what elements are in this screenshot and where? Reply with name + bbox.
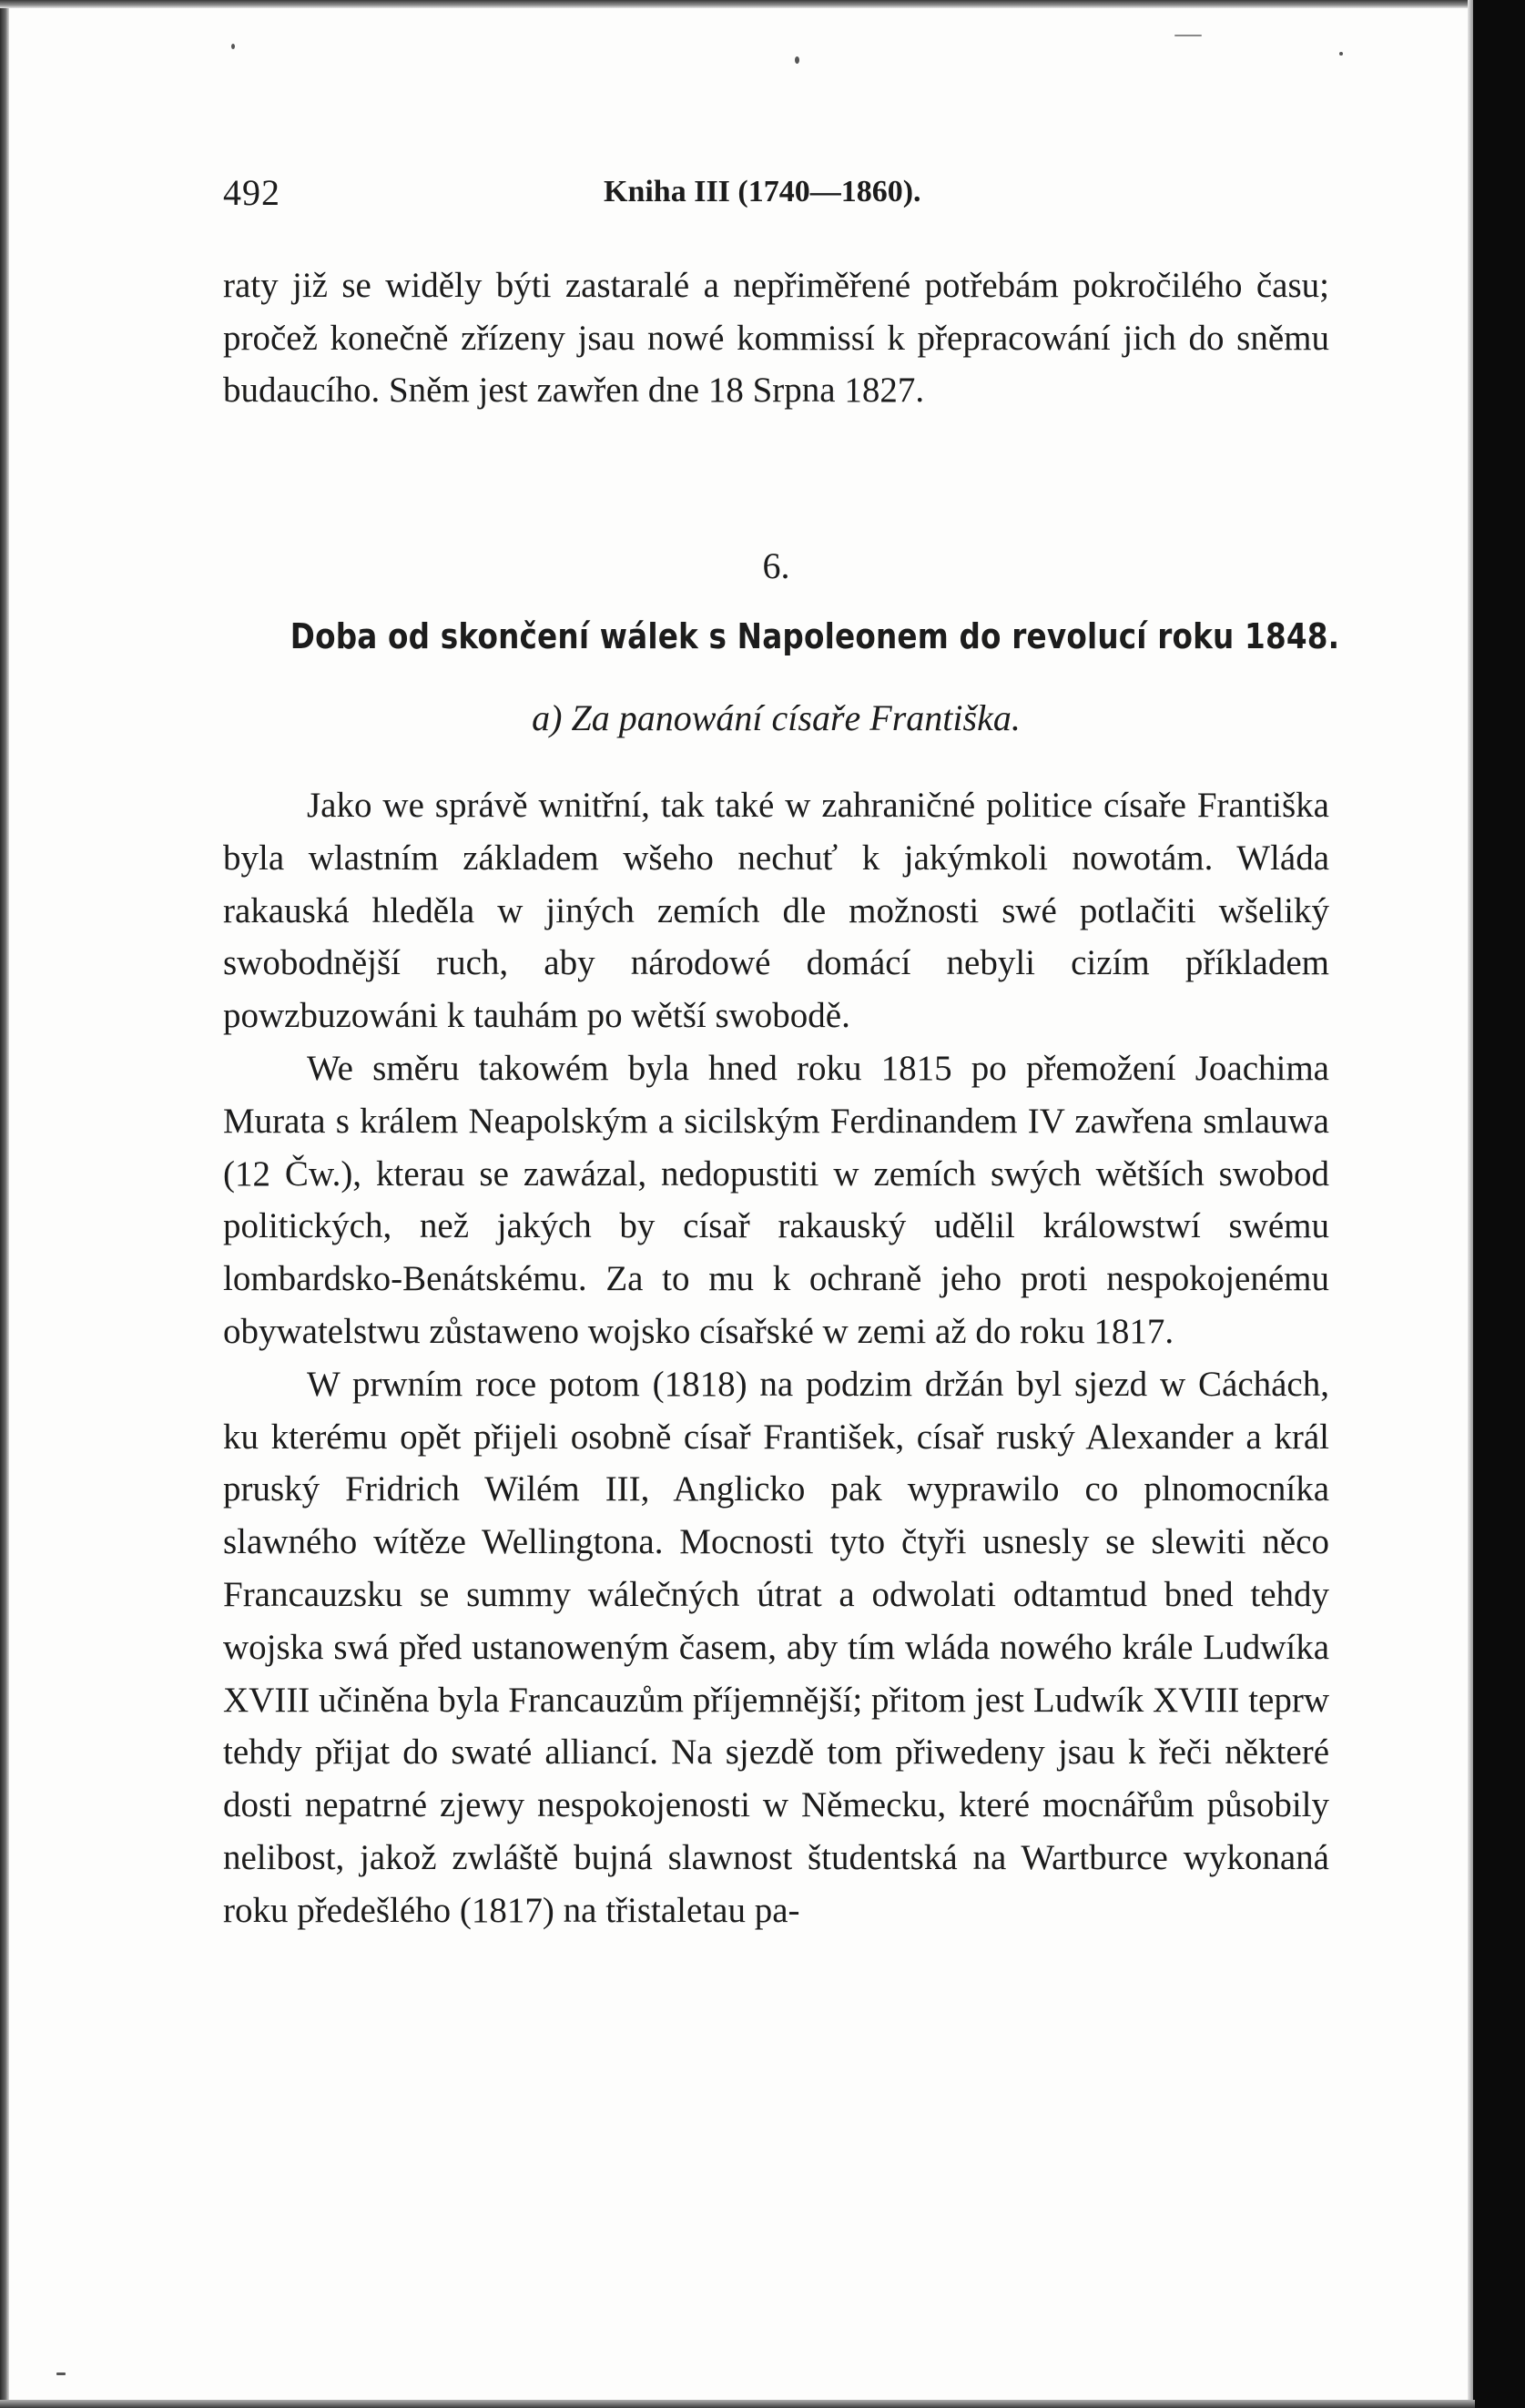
continuation-text-block xyxy=(223,259,1329,417)
main-text-block xyxy=(223,779,1329,1937)
subsection-title: a) Za panowání císaře Františka. xyxy=(532,697,1021,738)
page-edge-left xyxy=(0,0,9,2408)
running-head: Kniha III (1740—1860). xyxy=(604,175,921,208)
page-edge-right xyxy=(1473,0,1525,2408)
page-number: 492 xyxy=(223,172,280,213)
continuation-paragraph: raty již se widěly býti zastaralé a nepřiměřené potřebám pokročilého času; pročež konečně zřízeny jsau nowé kommissí k přepracowání jich do sněmu budaucího. Sněm jest zawřen dne 18 Srpna 1827. xyxy=(223,266,1329,411)
page-header xyxy=(223,171,1329,217)
scan-speck xyxy=(1339,52,1343,56)
page-edge-bottom xyxy=(0,2400,1475,2408)
page-edge-top xyxy=(0,0,1475,8)
section-title: Doba od skončení wálek s Napoleonem do revolucí roku 1848. xyxy=(290,616,1340,656)
scan-speck xyxy=(231,44,235,49)
body-paragraph: W prwním roce potom (1818) na podzim držán byl sjezd w Cáchách, ku kterému opět přijeli osobně císař František, císař ruský Alexander a král pruský Fridrich Wilém III, Anglicko pak wyprawilo co plnomocníka slawného wítěze Wellingtona. Mocnosti tyto čtyři usnesly se slewiti něco Francauzsku se summy wálečných útrat a odwolati odtamtud bned tehdy wojska swá před ustanoweným časem, aby tím wláda nowého krále Ludwíka XVIII učiněna byla Francauzům příjemnější; přitom jest Ludwík XVIII teprw tehdy přijat do swaté alliancí. Na sjezdě tom přiwedeny jsau k řeči některé dosti nepatrné zjewy nespokojenosti w Německu, které mocnářům působily nelibost, jakož zwláště bujná slawnost študentská na Wartburce wykonaná roku předešlého (1817) na třistaletau pa- xyxy=(223,1364,1329,1930)
body-paragraph: We směru takowém byla hned roku 1815 po přemožení Joachima Murata s králem Neapolským a sicilským Ferdinandem IV zawřena smlauwa (12 Čw.), kterau se zawázal, nedopustiti w zemích swých wětších swobod politických, než jakých by císař rakauský udělil králowstwí swému lombardsko-Benátskému. Za to mu k ochraně jeho proti nespokojenému obywatelstwu zůstaweno wojsko císařské w zemi až do roku 1817. xyxy=(223,1048,1329,1351)
body-paragraph: Jako we správě wnitřní, tak také w zahraničné politice císaře Františka byla wlastním základem wšeho nechuť k jakýmkoli nowotám. Wláda rakauská hleděla w jiných zemích dle možnosti swé potlačiti wšeliký swobodnější ruch, aby národowé domácí nebyli cizím příkladem powzbuzowáni k tauhám po wětší swobodě. xyxy=(223,786,1329,1036)
scan-speck xyxy=(56,2372,66,2375)
section-number: 6. xyxy=(762,545,790,586)
scan-speck xyxy=(1174,35,1202,36)
scan-speck xyxy=(795,56,799,64)
